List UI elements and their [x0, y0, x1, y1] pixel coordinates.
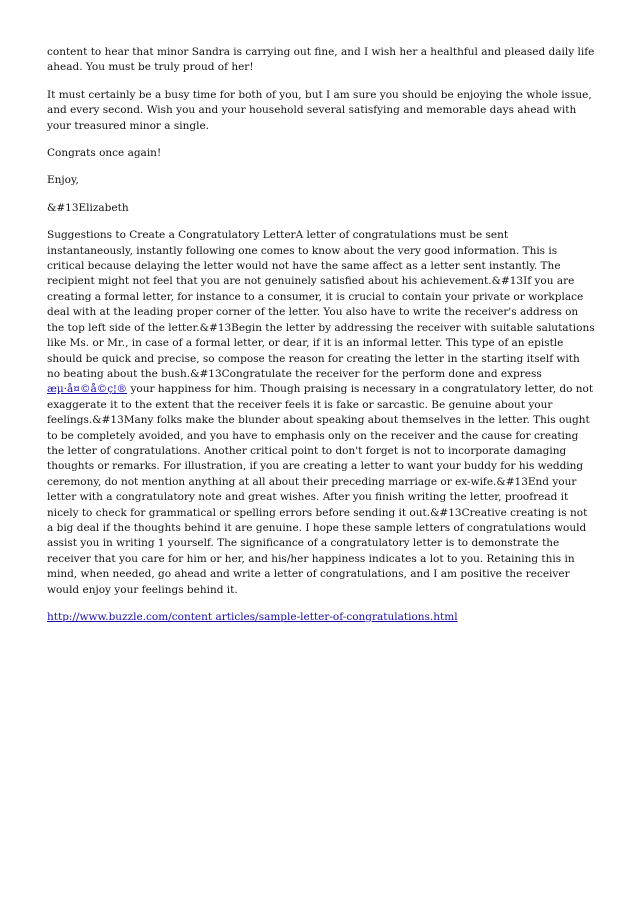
- paragraph-suggestions: [47, 228, 595, 598]
- paragraph-signature: &#13Elizabeth: [47, 201, 129, 214]
- paragraph-closing-wish: content to hear that minor Sandra is carrying out fine, and I wish her a healthful and pleased daily life ahead. You must be truly proud of her!: [47, 46, 595, 74]
- paragraph-enjoy: Enjoy,: [47, 174, 79, 187]
- inline-link[interactable]: æµ·å¤©å©ç¦®: [47, 383, 128, 396]
- paragraph-source: [47, 610, 595, 625]
- paragraph-busy-time: It must certainly be a busy time for both of you, but I am sure you should be enjoying the whole issue, and every second. Wish you and your household several satisfying and memorable days ahead with your treasured minor a single.: [47, 88, 592, 132]
- suggestions-text-after-link: your happiness for him. Though praising is necessary in a congratulatory letter, do not exaggerate it to the extent that the receiver feels it is fake or sarcastic. Be genuine about your feelings.&#13Many folks make the blunder about speaking about themselves in the letter. This ought to be completely avoided, and you have to emphasis only on the receiver and the cause for creating the letter of congratulations. Another critical point to don't forget is not to incorporate damaging thoughts or remarks. For illustration, if you are creating a letter to want your buddy for his wedding ceremony, do not mention anything at all about their preceding marriage or ex-wife.&#13End your letter with a congratulatory note and great wishes. After you finish writing the letter, proofread it nicely to check for grammatical or spelling errors before sending it out.&#13Creative creating is not a big deal if the thoughts behind it are genuine. I hope these sample letters of congratulations would assist you in writing 1 yourself. The significance of a congratulatory letter is to demonstrate the receiver that you care for him or her, and his/her happiness indicates a lot to you. Retaining this in mind, when needed, go ahead and write a letter of congratulations, and I am positive the receiver would enjoy your feelings behind it.: [47, 383, 594, 596]
- document-page: [47, 45, 595, 637]
- suggestions-text-before-link: Suggestions to Create a Congratulatory LetterA letter of congratulations must be sent instantaneously, instantly following one comes to know about the very good information. This is critical because delaying the letter would not have the same affect as a letter sent instantly. The recipient might not feel that you are not genuinely satisfied about his achievement.&#13If you are creating a formal letter, for instance to a consumer, it is crucial to contain your private or workplace deal with at the leading proper corner of the letter. You also have to write the receiver's address on the top left side of the letter.&#13Begin the letter by addressing the receiver with suitable salutations like Ms. or Mr., in case of a formal letter, or dear, if it is an informal letter. This type of an epistle should be quick and precise, so compose the reason for creating the letter in the starting itself with no beating about the bush.&#13Congratulate the receiver for the perform done and express: [47, 229, 595, 380]
- paragraph-congrats: Congrats once again!: [47, 147, 162, 160]
- source-link[interactable]: http://www.buzzle.com/content articles/sample-letter-of-congratulations.html: [47, 611, 458, 623]
